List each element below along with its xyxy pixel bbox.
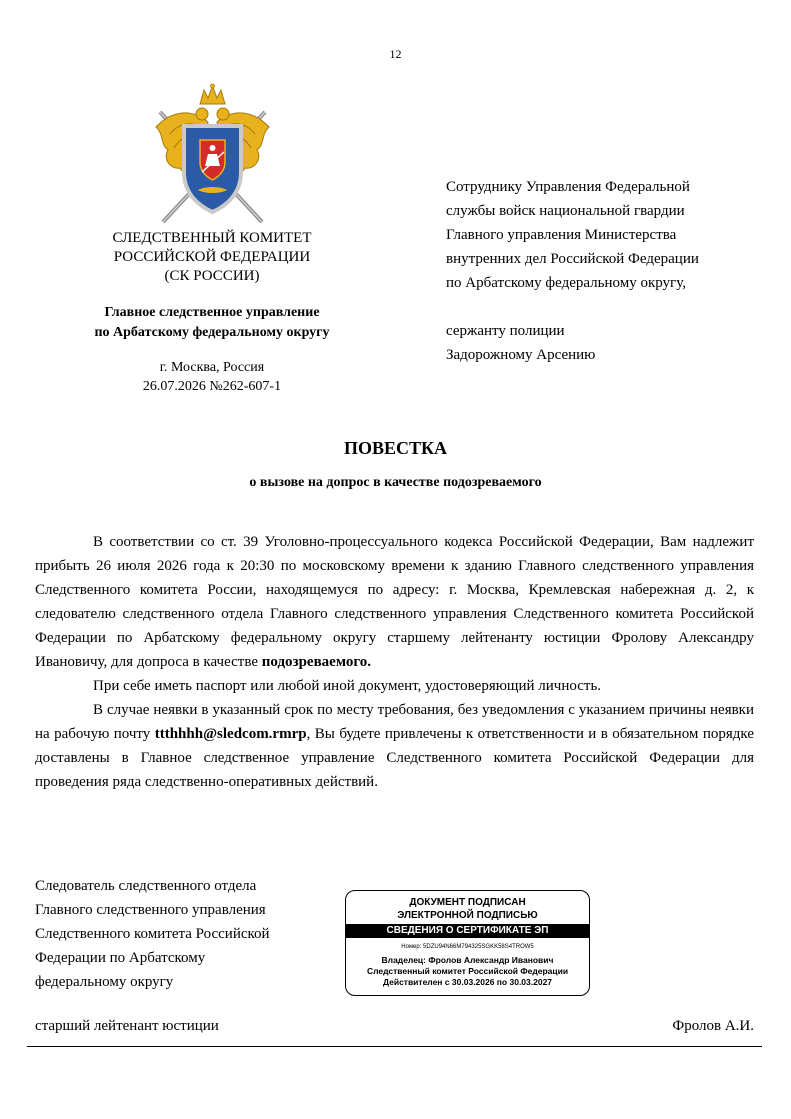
date-number: 26.07.2026 №262-607-1 — [142, 379, 282, 394]
addressee-line: службы войск национальной гвардии — [446, 203, 685, 219]
paragraph-text: , Вы будете привлечены к ответственности и в обязательном порядке доставлены в Главное следственное управление Следственного комитета Российской Федерации для проведения ряда следственно-оперативных действий. — [35, 726, 754, 790]
signer-rank: старший лейтенант юстиции — [35, 1018, 219, 1034]
department-line: по Арбатскому федеральному округу — [94, 325, 330, 340]
addressee-rank: сержанту полиции — [446, 323, 565, 339]
signer-line: Федерации по Арбатскому — [35, 950, 206, 966]
body-paragraph-3 — [35, 698, 754, 794]
addressee-block — [446, 175, 766, 367]
addressee-line: Сотруднику Управления Федеральной — [446, 179, 690, 195]
paragraph-text: В случае неявки в указанный срок по месту требования, без уведомления с указанием причины неявки на рабочую почту — [35, 702, 754, 742]
stamp-organization: Следственный комитет Российской Федерации — [366, 966, 569, 976]
org-abbreviation: (СК РОССИИ) — [164, 268, 260, 284]
bold-word: подозреваемого. — [261, 654, 372, 670]
stamp-heading: ЭЛЕКТРОННОЙ ПОДПИСЬЮ — [397, 910, 538, 921]
bottom-divider — [27, 1046, 762, 1047]
signer-position — [35, 874, 325, 994]
document-title: ПОВЕСТКА — [343, 438, 448, 458]
email-address: ttthhhh@sledcom.rmrp — [154, 726, 307, 742]
addressee-name: Задорожному Арсению — [446, 347, 596, 363]
signer-line: федеральному округу — [35, 974, 174, 990]
document-subtitle: о вызове на допрос в качестве подозреваемого — [249, 475, 542, 490]
department-line: Главное следственное управление — [104, 305, 320, 320]
investigative-committee-emblem-icon — [150, 82, 275, 227]
body-paragraph-2: При себе иметь паспорт или любой иной документ, удостоверяющий личность. — [93, 678, 602, 694]
stamp-validity: Действителен с 30.03.2026 по 30.03.2027 — [382, 977, 553, 987]
addressee-line: Главного управления Министерства — [446, 227, 677, 243]
signer-line: Главного следственного управления — [35, 902, 266, 918]
stamp-certificate-number: Номер: 5DZU94N66M794325SGKK58S4TROW5 — [401, 944, 534, 950]
organization-name — [62, 229, 362, 286]
org-name-line: РОССИЙСКОЙ ФЕДЕРАЦИИ — [113, 249, 311, 265]
document-body — [35, 530, 754, 794]
signer-name: Фролов А.И. — [672, 1018, 754, 1034]
page-number: 12 — [389, 47, 402, 61]
body-paragraph-1 — [35, 530, 754, 674]
paragraph-text: В соответствии со ст. 39 Уголовно-процессуального кодекса Российской Федерации, Вам надлежит прибыть 26 июля 2026 года к 20:30 по московскому времени к зданию Главного следственного управления Следственного комитета России, находящемуся по адресу: г. Москва, Кремлевская набережная д. 2, к следователю следственного отдела Главного следственного управления Следственного комитета Российской Федерации по Арбатскому федеральному округу старшему лейтенанту юстиции Фролову Александру Ивановичу, для допроса в качестве — [35, 534, 754, 670]
stamp-owner-info — [346, 955, 589, 988]
electronic-signature-stamp — [345, 890, 590, 996]
stamp-certificate-bar: СВЕДЕНИЯ О СЕРТИФИКАТЕ ЭП — [346, 924, 589, 938]
addressee-line: внутренних дел Российской Федерации — [446, 251, 699, 267]
signer-line: Следственного комитета Российской — [35, 926, 270, 942]
org-name-line: СЛЕДСТВЕННЫЙ КОМИТЕТ — [112, 230, 312, 246]
stamp-owner: Владелец: Фролов Александр Иванович — [381, 955, 554, 965]
city: г. Москва, Россия — [159, 360, 265, 375]
place-and-date — [62, 358, 362, 396]
signer-line: Следователь следственного отдела — [35, 878, 257, 894]
stamp-heading: ДОКУМЕНТ ПОДПИСАН — [409, 897, 526, 908]
addressee-line: по Арбатскому федеральному округу, — [446, 275, 686, 291]
department-name — [62, 303, 362, 343]
